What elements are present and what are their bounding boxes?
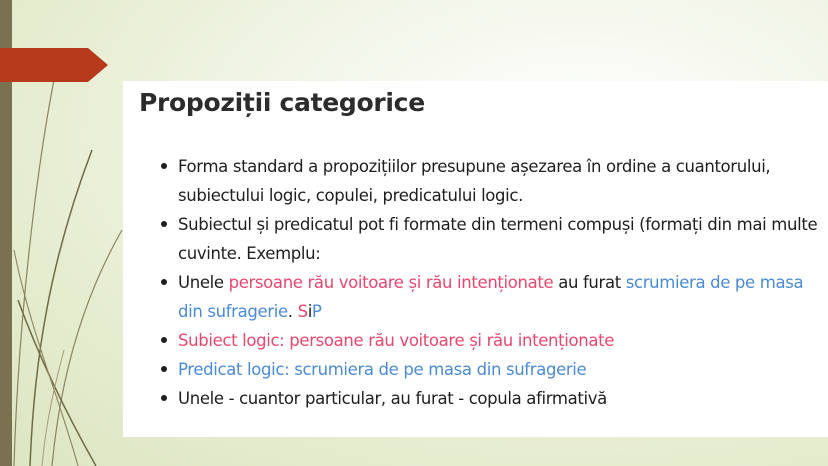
list-item bbox=[158, 355, 826, 384]
list-item bbox=[158, 384, 826, 413]
subject-definition: Subiect logic: persoane rău voitoare și rău intenționate bbox=[178, 331, 615, 350]
slide-title: Propoziții categorice bbox=[139, 88, 425, 117]
predicate-definition: Predicat logic: scrumiera de pe masa din sufragerie bbox=[178, 360, 587, 379]
example-predicate: scrumiera de pe masa din sufragerie bbox=[178, 273, 804, 321]
formula-p: P bbox=[311, 302, 322, 321]
bullet-text: . bbox=[287, 302, 298, 321]
bullet-text: Unele bbox=[178, 273, 229, 292]
example-subject: persoane rău voitoare și rău intenționate bbox=[228, 273, 554, 292]
list-item bbox=[158, 210, 826, 268]
bullet-list bbox=[158, 152, 826, 413]
bullet-text: Unele - cuantor particular, au furat - copula afirmativă bbox=[178, 389, 607, 408]
bullet-text: Subiectul și predicatul pot fi formate din termeni compuși (formați din mai multe cuvinte. Exemplu: bbox=[178, 215, 818, 263]
formula-i: i bbox=[307, 302, 312, 321]
list-item bbox=[158, 268, 826, 326]
bullet-text: Forma standard a propozițiilor presupune așezarea în ordine a cuantorului, subiectului logic, copulei, predicatului logic. bbox=[178, 157, 771, 205]
formula-s: S bbox=[297, 302, 308, 321]
title-arrow-tab bbox=[0, 48, 108, 82]
list-item bbox=[158, 326, 826, 355]
list-item bbox=[158, 152, 826, 210]
bullet-text: au furat bbox=[553, 273, 626, 292]
